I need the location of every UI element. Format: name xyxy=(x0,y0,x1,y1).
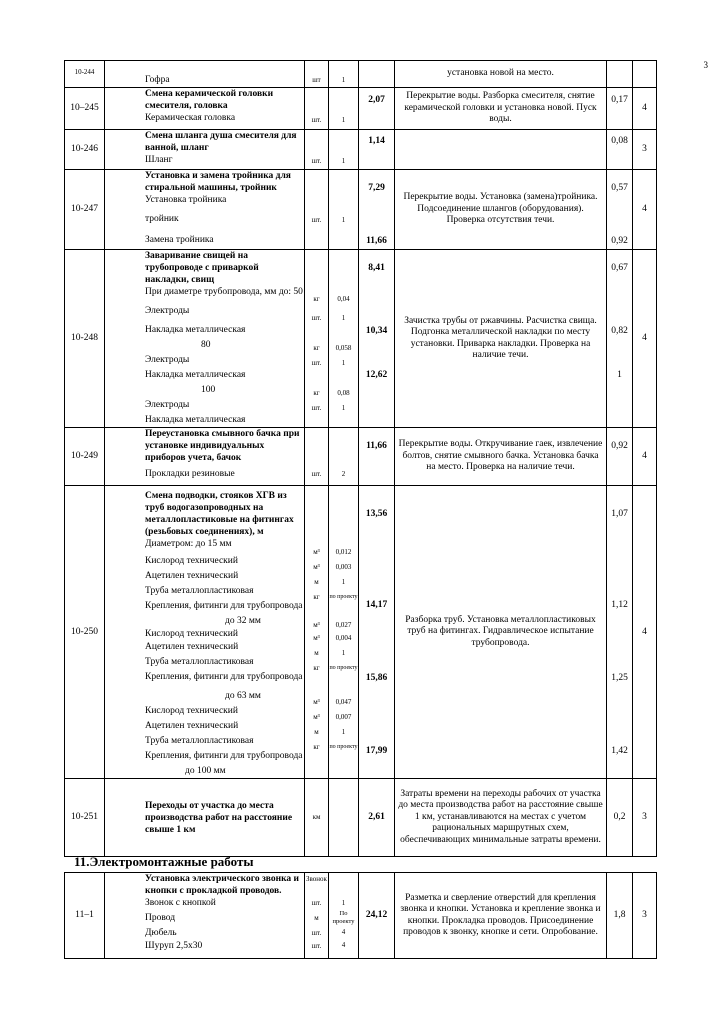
table-row xyxy=(65,130,657,170)
row-code: 10-244 xyxy=(65,61,105,88)
work-title: Заваривание свищей на трубопроводе с приваркой накладки, свищ xyxy=(145,251,259,285)
row-code: 10-249 xyxy=(65,428,105,486)
time-norm: 10,34 xyxy=(365,326,388,336)
item-qty: 1 xyxy=(341,116,346,124)
row-description: Перекрытие воды. Установка (замена)тройника. Подсоединение шлангов (оборудования). Проверка отсутствия течи. xyxy=(395,170,607,250)
item-qty: 0,027 xyxy=(335,621,352,629)
item-unit: шт. xyxy=(311,116,322,124)
item-unit: шт. xyxy=(311,216,322,224)
item-qty: 0,012 xyxy=(335,548,352,556)
coefficient: 1,42 xyxy=(611,746,628,756)
electrical-table xyxy=(64,872,657,959)
row-code: 10-247 xyxy=(65,170,105,250)
item-qty: 0,08 xyxy=(337,389,350,397)
coefficient: 1,07 xyxy=(611,509,628,519)
row-code: 11–1 xyxy=(65,873,105,959)
row-code: 10-246 xyxy=(65,130,105,170)
diameter-label: 100 xyxy=(201,385,216,395)
table-row xyxy=(65,250,657,428)
item-name: Шуруп 2,5х30 xyxy=(145,941,203,951)
table-row xyxy=(65,779,657,857)
item-qty: по проекту xyxy=(329,744,358,750)
item-qty: 2 xyxy=(341,470,346,478)
row-code: 10–245 xyxy=(65,88,105,130)
item-qty: 1 xyxy=(341,649,346,657)
item-name: Накладка металлическая xyxy=(145,415,246,425)
item-name: Накладка металлическая xyxy=(145,325,246,335)
work-title: Смена подводки, стояков ХГВ из труб водогазопроводных на металлопластиковые на фитингах (резьбовых соединениях), м xyxy=(145,491,294,537)
item-name: Прокладки резиновые xyxy=(145,469,235,479)
item-qty: по проекту xyxy=(329,594,358,600)
item-name: Звонок с кнопкой xyxy=(145,898,216,908)
table-row xyxy=(65,88,657,130)
worker-category: 4 xyxy=(633,170,657,250)
worker-category: 4 xyxy=(633,250,657,428)
item-unit: кг xyxy=(313,389,320,397)
item-qty: 1 xyxy=(341,157,346,165)
item-unit: м xyxy=(314,914,319,922)
item-name: Гофра xyxy=(145,75,170,85)
coefficient: 1 xyxy=(617,370,622,380)
item-qty: 1 xyxy=(341,216,346,224)
item-qty: 0,004 xyxy=(335,634,352,642)
item-unit: кг xyxy=(313,344,320,352)
item-name: Крепления, фитинги для трубопровода xyxy=(145,672,303,682)
item-unit: м³ xyxy=(313,713,320,721)
time-norm: 24,12 xyxy=(365,910,388,920)
coefficient: 0,92 xyxy=(611,441,628,451)
time-norm: 2,61 xyxy=(368,812,385,822)
coefficient: 1,12 xyxy=(611,600,628,610)
item-qty: 1 xyxy=(341,76,346,84)
row-description: установка новой на место. xyxy=(395,61,607,88)
item-name: Провод xyxy=(145,913,176,923)
item-qty: 1 xyxy=(341,899,346,907)
time-norm: 8,41 xyxy=(368,263,385,273)
item-unit: шт xyxy=(312,76,321,84)
row-description: Разборка труб. Установка металлопластиковых труб на фитингах. Гидравлическое испытание трубопровода. xyxy=(395,486,607,779)
item-unit: м xyxy=(314,578,319,586)
coefficient: 0,57 xyxy=(611,183,628,193)
item-name: Шланг xyxy=(145,155,173,165)
diameter-label: 80 xyxy=(201,340,211,350)
item-name: Керамическая головка xyxy=(145,113,236,123)
table-row xyxy=(65,486,657,779)
coefficient: 0,82 xyxy=(611,326,628,336)
item-name: Крепления, фитинги для трубопровода xyxy=(145,751,303,761)
item-name: Установка тройника xyxy=(145,195,227,205)
coefficient: 0,08 xyxy=(611,136,628,146)
table-row xyxy=(65,61,657,88)
subtitle: При диаметре трубопровода, мм до: 50 xyxy=(145,287,303,297)
section-title: 11.Электромонтажные работы xyxy=(74,854,254,869)
work-title: Переустановка смывного бачка при установке индивидуальных приборов учета, бачок xyxy=(145,429,300,463)
time-norm: 11,66 xyxy=(366,441,387,451)
item-name: Ацетилен технический xyxy=(145,721,239,731)
item-unit: шт. xyxy=(311,470,322,478)
item-qty: 0,007 xyxy=(335,713,352,721)
item-unit: шт. xyxy=(311,929,322,937)
table-row xyxy=(65,170,657,250)
row-description xyxy=(395,130,607,170)
worker-category: 3 xyxy=(633,779,657,857)
coefficient: 1,25 xyxy=(611,673,628,683)
coefficient: 0,92 xyxy=(611,236,628,246)
diameter-label: до 32 мм xyxy=(225,616,261,626)
time-norm: 14,17 xyxy=(365,600,388,610)
item-qty: 1 xyxy=(341,314,346,322)
worker-category: 4 xyxy=(633,428,657,486)
item-qty: 1 xyxy=(341,359,346,367)
item-name: Кислород технический xyxy=(145,706,238,716)
item-qty: 4 xyxy=(341,928,346,936)
row-description: Перекрытие воды. Разборка смесителя, снятие керамической головки и установка новой. Пуск воды. xyxy=(395,88,607,130)
time-norm: 13,56 xyxy=(365,509,388,519)
item-unit: шт. xyxy=(311,314,322,322)
item-unit: шт. xyxy=(311,404,322,412)
item-unit: шт. xyxy=(311,899,322,907)
item-qty: 1 xyxy=(341,578,346,586)
item-name: Электроды xyxy=(145,306,190,316)
worker-category: 3 xyxy=(633,130,657,170)
item-qty: 0,047 xyxy=(335,698,352,706)
row-description: Перекрытие воды. Откручивание гаек, извлечение болтов, снятие смывного бачка. Установка бачка на место. Проверка на наличие течи. xyxy=(395,428,607,486)
item-qty: 0,003 xyxy=(335,563,352,571)
row-code: 10-248 xyxy=(65,250,105,428)
time-norm: 1,14 xyxy=(368,136,385,146)
title-unit: Звонок xyxy=(306,875,327,883)
item-unit: кг xyxy=(313,593,320,601)
item-name: Ацетилен технический xyxy=(145,642,239,652)
time-norm: 15,86 xyxy=(365,673,388,683)
diameter-label: до 100 мм xyxy=(185,766,226,776)
item-name: Дюбель xyxy=(145,928,177,938)
item-qty: 4 xyxy=(341,941,346,949)
item-unit: м³ xyxy=(313,563,320,571)
item-unit: м³ xyxy=(313,621,320,629)
diameter-label: до 63 мм xyxy=(225,691,261,701)
work-title: Смена керамической головки смесителя, головка xyxy=(145,89,274,111)
row-code: 10-250 xyxy=(65,486,105,779)
time-norm: 17,99 xyxy=(365,746,388,756)
item-qty: по проекту xyxy=(329,665,358,671)
item-name: Накладка металлическая xyxy=(145,370,246,380)
item-name: Кислород технический xyxy=(145,556,238,566)
item-unit: кг xyxy=(313,664,320,672)
item-name: Электроды xyxy=(145,355,190,365)
item-qty: 0,058 xyxy=(335,344,352,352)
table-row xyxy=(65,428,657,486)
item-unit: м xyxy=(314,728,319,736)
item-unit: шт. xyxy=(311,157,322,165)
page-mark: 3 xyxy=(703,60,708,70)
norms-table xyxy=(64,60,657,857)
time-norm: 11,66 xyxy=(366,236,387,246)
item-name: Электроды xyxy=(145,400,190,410)
item-name: Ацетилен технический xyxy=(145,571,239,581)
work-title: Переходы от участка до места производства работ на расстояние свыше 1 км xyxy=(145,800,293,835)
item-name: Труба металлопластиковая xyxy=(145,657,254,667)
item-qty: 0,04 xyxy=(337,295,350,303)
item-unit: кг xyxy=(313,295,320,303)
subtitle: Диаметром: до 15 мм xyxy=(145,539,232,549)
item-name: Кислород технический xyxy=(145,629,238,639)
time-norm: 7,29 xyxy=(368,183,385,193)
row-description: Разметка и сверление отверстий для крепления звонка и кнопки. Установка и крепление звонка и кнопки. Прокладка проводов. Присоединение проводов к звонку, кнопке и сети. Опробование. xyxy=(395,873,607,959)
table-row xyxy=(65,873,657,959)
worker-category: 4 xyxy=(633,88,657,130)
item-unit: кг xyxy=(313,743,320,751)
item-unit: м³ xyxy=(313,548,320,556)
row-code: 10-251 xyxy=(65,779,105,857)
item-name: Крепления, фитинги для трубопровода xyxy=(145,601,303,611)
item-qty: 1 xyxy=(341,728,346,736)
work-title: Смена шланга душа смесителя для ванной, шланг xyxy=(145,131,297,153)
item-name: тройник xyxy=(145,214,179,224)
item-unit: м³ xyxy=(313,698,320,706)
unit: км xyxy=(305,779,329,857)
worker-category: 3 xyxy=(633,873,657,959)
item-qty: По проекту xyxy=(332,910,355,925)
item-unit: м xyxy=(314,649,319,657)
item-qty: 1 xyxy=(341,404,346,412)
coefficient: 1,8 xyxy=(607,873,633,959)
item-unit: м³ xyxy=(313,634,320,642)
item-name: Труба металлопластиковая xyxy=(145,736,254,746)
item-name: Труба металлопластиковая xyxy=(145,586,254,596)
coefficient: 0,2 xyxy=(607,779,633,857)
row-description: Затраты времени на переходы рабочих от участка до места производства работ на расстояние свыше 1 км, устанавливаются на местах с учетом рациональных маршрутных схем, обеспечивающих минимальные затраты времени. xyxy=(395,779,607,857)
time-norm: 2,07 xyxy=(368,95,385,105)
work-title: Установка электрического звонка и кнопки с прокладкой проводов. xyxy=(145,874,300,896)
work-title: Установка и замена тройника для стиральной машины, тройник xyxy=(145,171,291,193)
worker-category: 4 xyxy=(633,486,657,779)
item-unit: шт. xyxy=(311,359,322,367)
row-description: Зачистка трубы от ржавчины. Расчистка свища. Подгонка металлической накладки по месту установки. Приварка накладки. Проверка на наличие течи. xyxy=(395,250,607,428)
time-norm: 12,62 xyxy=(365,370,388,380)
item-name: Замена тройника xyxy=(145,235,214,245)
coefficient: 0,67 xyxy=(611,263,628,273)
coefficient: 0,17 xyxy=(611,95,628,105)
item-unit: шт. xyxy=(311,942,322,950)
